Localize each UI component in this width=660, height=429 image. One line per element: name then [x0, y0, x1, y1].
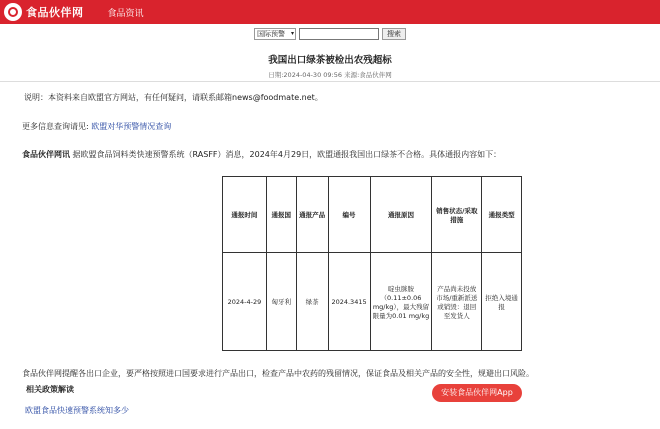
search-category-value: 国际预警: [257, 30, 285, 38]
article-meta: 日期:2024-04-30 09:56 来源:食品伙伴网: [268, 71, 392, 79]
footer-reminder: 食品伙伴网提醒各出口企业，要严格按照进口国要求进行产品出口，检查产品中农药的残留情况，保证食品及相关产品的安全性，规避出口风险。: [22, 369, 534, 378]
header-divider: [0, 81, 660, 82]
related-link[interactable]: 欧盟食品快速预警系统知多少: [25, 406, 129, 415]
table-header-cell: 销售状态/采取措施: [432, 177, 482, 253]
table-cell: 2024.3415: [328, 253, 370, 351]
table-cell: 2024-4-29: [223, 253, 267, 351]
notification-table: [222, 176, 522, 351]
site-logo[interactable]: [4, 3, 84, 21]
install-app-button[interactable]: 安装食品伙伴网App: [432, 384, 522, 402]
article-title: 我国出口绿茶被检出农残超标: [268, 55, 392, 66]
disclaimer-text: 说明：本资料来自欧盟官方网站，有任何疑问，请联系邮箱news@foodmate.net。: [24, 93, 323, 102]
logo-icon: [4, 3, 22, 21]
table-cell: 绿茶: [296, 253, 328, 351]
more-info-link[interactable]: 欧盟对华预警情况查询: [91, 122, 172, 131]
lead-text: 据欧盟食品饲料类快速预警系统（RASFF）消息，2024年4月29日，欧盟通报我国出口绿茶不合格。具体通报内容如下：: [72, 150, 502, 159]
table-cell: 产品尚未投放市场/重新派送或销毁：退回至发货人: [432, 253, 482, 351]
more-info-label: 更多信息查询请见:: [22, 122, 89, 131]
table-header-cell: 编号: [328, 177, 370, 253]
table-cell: 拒绝入境通报: [482, 253, 522, 351]
more-info-line: [22, 121, 171, 132]
table-cell: 啶虫脒胺（0.11±0.06 mg/kg），最大残留限量为0.01 mg/kg: [370, 253, 432, 351]
search-bar: [0, 28, 660, 40]
table-header-cell: 通报类型: [482, 177, 522, 253]
search-input[interactable]: [299, 28, 379, 40]
table-cell: 匈牙利: [266, 253, 296, 351]
lead-paragraph: [22, 149, 501, 160]
table-header-cell: 通报时间: [223, 177, 267, 253]
search-category-select[interactable]: [254, 28, 296, 40]
table-header-cell: 通报原因: [370, 177, 432, 253]
table-header-cell: 通报国: [266, 177, 296, 253]
nav-item-food-news[interactable]: 食品资讯: [107, 8, 144, 19]
lead-bold: 食品伙伴网讯: [22, 150, 70, 159]
related-title: 相关政策解读: [26, 385, 74, 394]
table-row: [223, 253, 522, 351]
table-header-row: [223, 177, 522, 253]
table-header-cell: 通报产品: [296, 177, 328, 253]
top-nav-bar: [0, 0, 660, 24]
search-button[interactable]: 搜索: [382, 28, 406, 40]
chevron-down-icon: ▾: [290, 30, 294, 37]
logo-text: 食品伙伴网: [26, 6, 84, 19]
